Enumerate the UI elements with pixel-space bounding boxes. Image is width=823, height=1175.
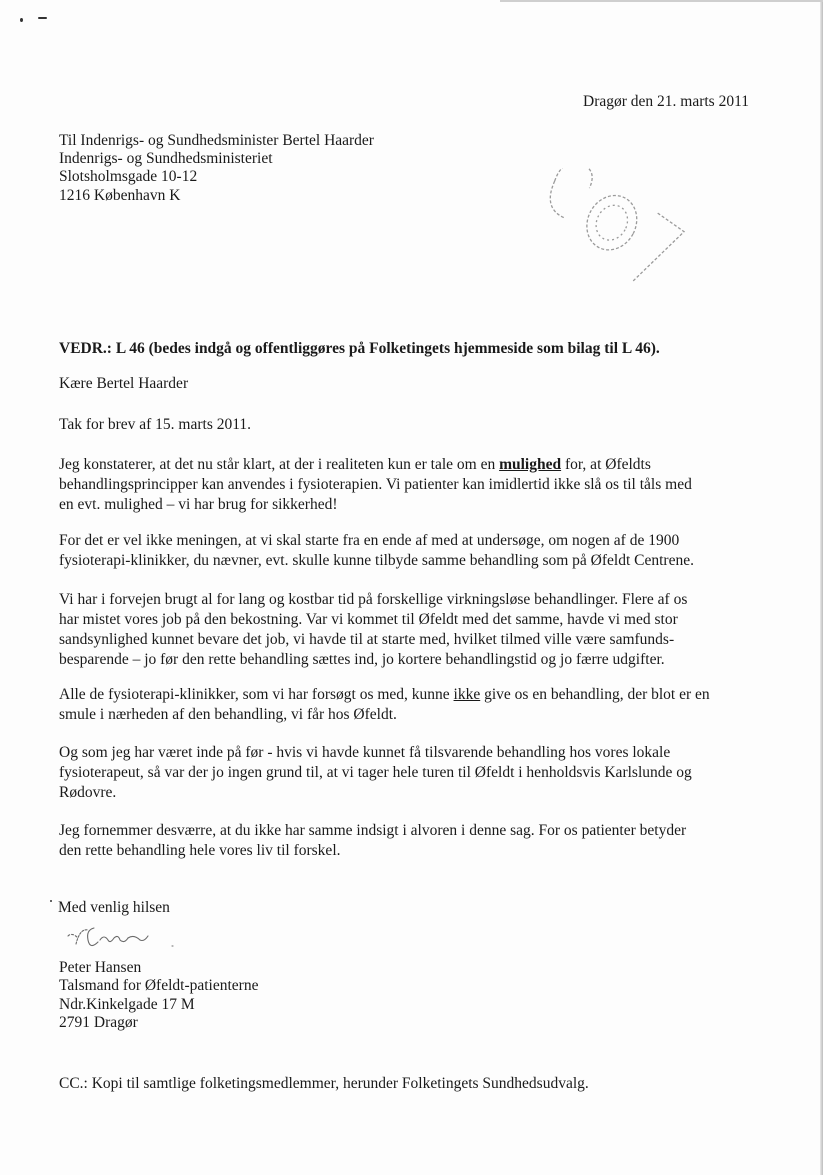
paragraph-line: en evt. mulighed – vi har brug for sikkerhed!: [59, 496, 338, 513]
paragraph-7: [59, 821, 779, 861]
scan-speck: [50, 900, 52, 902]
recipient-line: Til Indenrigs- og Sundhedsminister Bertel Haarder: [59, 132, 374, 149]
paragraph-line: sandsynlighed kunnet bevare det job, vi havde til at starte med, hvilket tilmed ville være samfunds-: [59, 631, 675, 648]
recipient-line: Indenrigs- og Sundhedsministeriet: [59, 150, 273, 167]
date-line: Dragør den 21. marts 2011: [583, 93, 750, 110]
paragraph-1: Tak for brev af 15. marts 2011.: [59, 416, 252, 433]
stamp-text: CO7: [600, 286, 602, 287]
sender-line: 2791 Dragør: [59, 1014, 138, 1031]
paragraph-3: [59, 531, 779, 571]
received-stamp: [515, 168, 685, 293]
paragraph-line: Rødovre.: [59, 784, 117, 801]
text-run: Alle de fysioterapi-klinikker, som vi har forsøgt os med, kunne: [59, 686, 454, 703]
scan-edge-top: [500, 0, 823, 2]
recipient-line: 1216 København K: [59, 187, 181, 204]
subject-line: VEDR.: L 46 (bedes indgå og offentliggøres på Folketingets hjemmeside som bilag til L 46).: [59, 340, 660, 357]
text-run: Jeg konstaterer, at det nu står klart, at der i realiteten kun er tale om en: [59, 456, 500, 473]
paragraph-line: smule i nærheden af den behandling, vi får hos Øfeldt.: [59, 706, 397, 723]
paragraph-line: behandlingsprincipper kan anvendes i fysioterapien. Vi patienter kan imidlertid ikke slå os til tåls med: [59, 476, 692, 493]
sender-line: Talsmand for Øfeldt-patienterne: [59, 977, 259, 994]
cc-line: CC.: Kopi til samtlige folketingsmedlemmer, herunder Folketingets Sundhedsudvalg.: [59, 1075, 589, 1092]
scan-speck: [20, 18, 23, 22]
sender-line: Peter Hansen: [59, 959, 142, 976]
text-run: give os en behandling, der blot er en: [480, 686, 710, 703]
paragraph-6: [59, 743, 779, 803]
paragraph-line: besparende – jo før den rette behandling sættes ind, jo kortere behandlingstid og jo færre udgifter.: [59, 651, 665, 668]
sender-line: Ndr.Kinkelgade 17 M: [59, 996, 195, 1013]
emphasis-mulighed: mulighed: [499, 456, 562, 473]
paragraph-line: Vi har i forvejen brugt al for lang og kostbar tid på forskellige virkningsløse behandlinger. Flere af os: [59, 591, 688, 608]
paragraph-line: [59, 455, 779, 475]
paragraph-5: [59, 685, 779, 725]
paragraph-line: fysioterapi-klinikker, du nævner, evt. skulle kunne tilbyde samme behandling som på Øfeldt Centrene.: [59, 552, 694, 569]
paragraph-2: [59, 455, 779, 515]
closing: Med venlig hilsen: [58, 899, 170, 916]
paragraph-line: fysioterapeut, så var der jo ingen grund til, at vi tager hele turen til Øfeldt i henholdsvis Karlslunde og: [59, 764, 692, 781]
paragraph-line: [59, 685, 779, 705]
scan-speck: [38, 17, 47, 19]
signature: [62, 918, 192, 958]
paragraph-line: For det er vel ikke meningen, at vi skal starte fra en ende af med at undersøge, om nogen af de 1900: [59, 532, 680, 549]
paragraph-line: Og som jeg har været inde på før - hvis vi havde kunnet få tilsvarende behandling hos vores lokale: [59, 744, 671, 761]
paragraph-line: Jeg fornemmer desværre, at du ikke har samme indsigt i alvoren i denne sag. For os patienter betyder: [59, 822, 687, 839]
signature-text: Peter Hansen: [62, 957, 68, 958]
salutation: Kære Bertel Haarder: [59, 375, 189, 392]
paragraph-line: har mistet vores job på den bekostning. Var vi kommet til Øfeldt med det samme, havde vi med stor: [59, 611, 678, 628]
recipient-line: Slotsholmsgade 10-12: [59, 168, 198, 185]
paragraph-line: den rette behandling hele vores liv til forskel.: [59, 842, 341, 859]
emphasis-ikke: ikke: [453, 686, 481, 703]
paragraph-4: [59, 590, 779, 670]
text-run: for, at Øfeldts: [561, 456, 651, 473]
